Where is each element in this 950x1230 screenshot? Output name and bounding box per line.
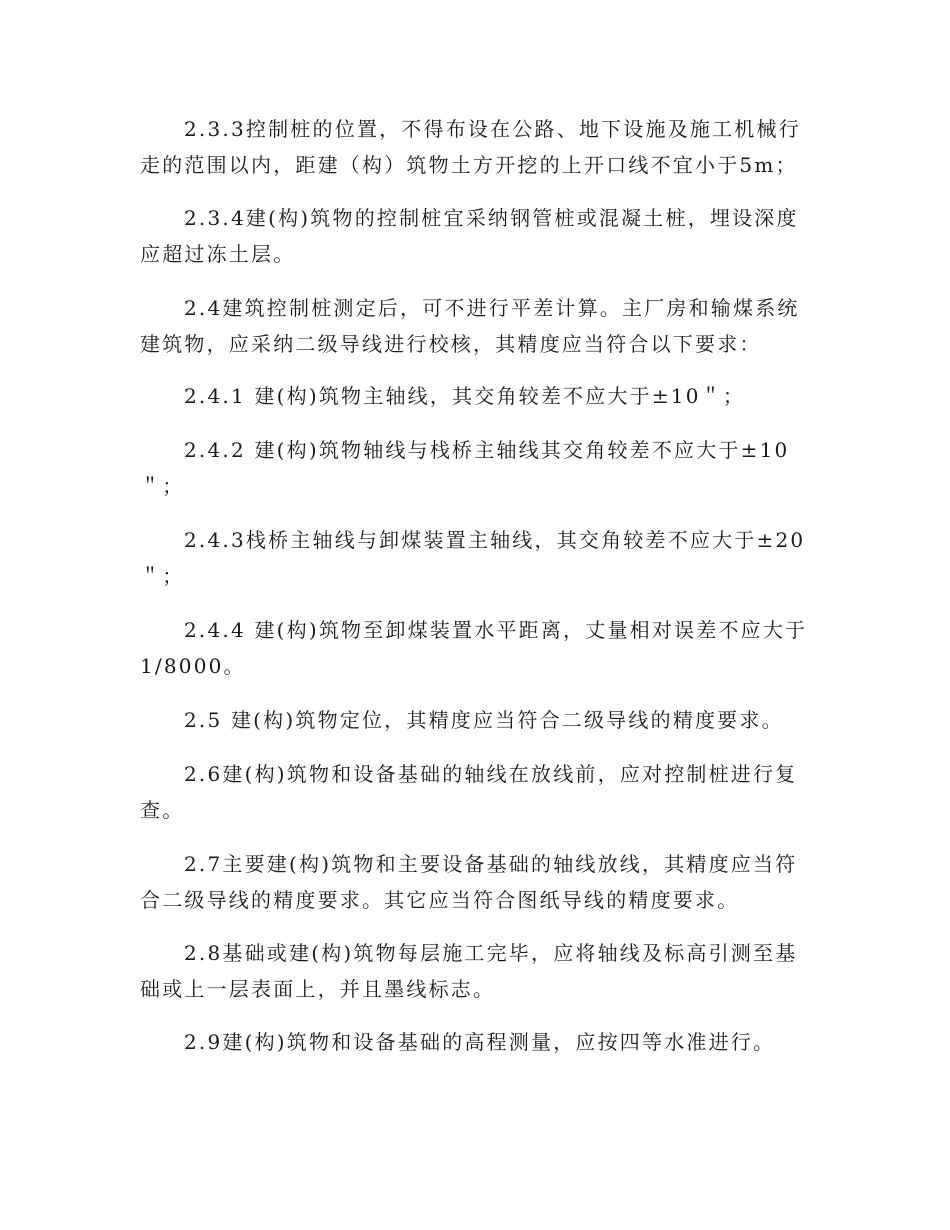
paragraph-2-3-3: 2.3.3控制桩的位置，不得布设在公路、地下设施及施工机械行走的范围以内，距建（构）筑物土方开挖的上开口线不宜小于5m；	[140, 117, 801, 177]
paragraph-2-4-1: 2.4.1 建(构)筑物主轴线，其交角较差不应大于±10＂；	[184, 384, 746, 408]
paragraph-2-9: 2.9建(构)筑物和设备基础的高程测量，应按四等水准进行。	[184, 1030, 776, 1054]
paragraph-2-7: 2.7主要建(构)筑物和主要设备基础的轴线放线，其精度应当符合二级导线的精度要求。其它应当符合图纸导线的精度要求。	[140, 852, 798, 912]
paragraph-2-3-4: 2.3.4建(构)筑物的控制桩宜采纳钢管桩或混凝土桩，埋设深度应超过冻土层。	[140, 206, 799, 266]
paragraph-2-8: 2.8基础或建(构)筑物每层施工完毕，应将轴线及标高引测至基础或上一层表面上，并且墨线标志。	[140, 941, 798, 1001]
paragraph-2-6: 2.6建(构)筑物和设备基础的轴线在放线前，应对控制桩进行复查。	[140, 762, 798, 822]
paragraph-2-4-2: 2.4.2 建(构)筑物轴线与栈桥主轴线其交角较差不应大于±10 ＂；	[140, 438, 790, 498]
paragraph-2-4-3: 2.4.3栈桥主轴线与卸煤装置主轴线，其交角较差不应大于±20 ＂；	[140, 528, 806, 588]
paragraph-2-5: 2.5 建(构)筑物定位，其精度应当符合二级导线的精度要求。	[184, 708, 784, 732]
paragraph-2-4-4: 2.4.4 建(构)筑物至卸煤装置水平距离，丈量相对误差不应大于1/8000。	[140, 618, 808, 678]
paragraph-2-4: 2.4建筑控制桩测定后，可不进行平差计算。主厂房和输煤系统建筑物，应采纳二级导线进行校核，其精度应当符合以下要求：	[140, 296, 800, 356]
